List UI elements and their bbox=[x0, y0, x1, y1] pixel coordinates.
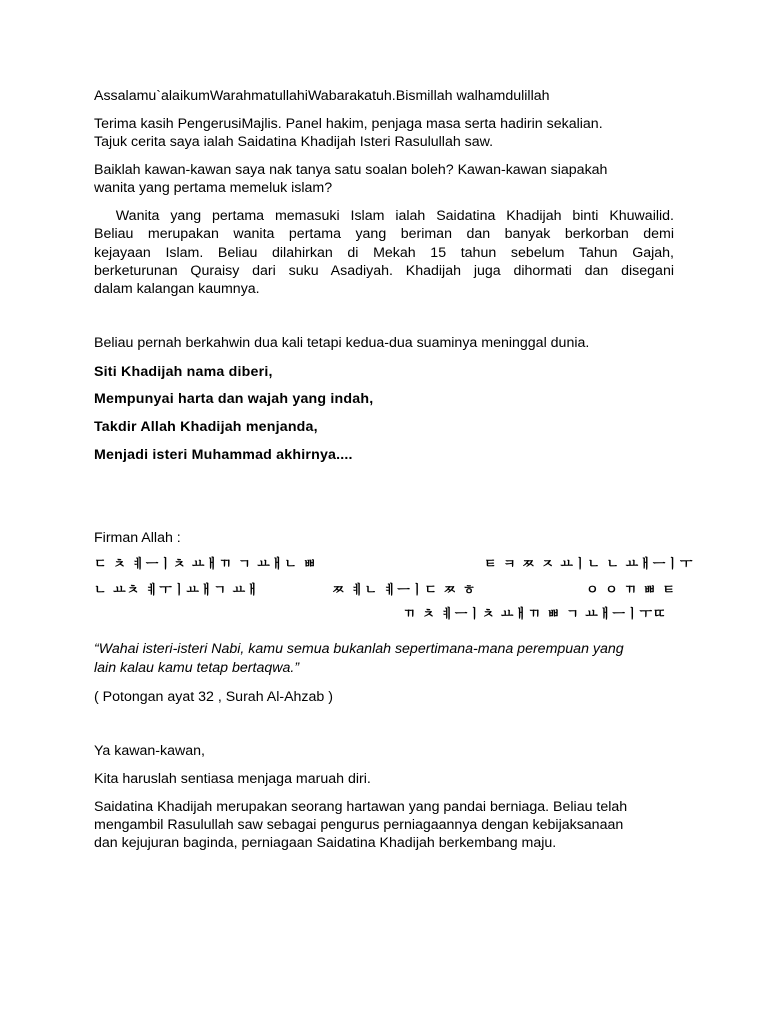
answer-line: dalam kalangan kaumnya. bbox=[94, 281, 260, 298]
question-line: Baiklah kawan-kawan saya nak tanya satu soalan boleh? Kawan-kawan siapakah bbox=[94, 162, 608, 178]
greeting-line: Assalamu`alaikumWarahmatullahiWabarakatuh.Bismillah walhamdulillah bbox=[94, 88, 550, 104]
verse-text: ㄷ ㅊ ㅖㅡㅣㅊ ㅛㅐㄲ ㄱ ㅛㅐㄴ ㅃ bbox=[94, 557, 317, 572]
business-line: mengambil Rasulullah saw sebagai pengurus perniagaannya dengan kebijaksanaan bbox=[94, 817, 624, 833]
intro-line: Tajuk cerita saya ialah Saidatina Khadijah Isteri Rasulullah saw. bbox=[94, 134, 494, 150]
answer-paragraph bbox=[94, 207, 674, 298]
translation-line: lain kalau kamu tetap bertaqwa.” bbox=[94, 660, 300, 676]
verse-text: ㅉ ㅖㄴ ㅖㅡㅣㄷ ㅉ ㅎ bbox=[332, 583, 477, 598]
business-line: Saidatina Khadijah merupakan seorang hartawan yang pandai berniaga. Beliau telah bbox=[94, 799, 628, 815]
dignity-line: Kita haruslah sentiasa menjaga maruah diri. bbox=[94, 771, 371, 787]
answer-line: Beliau merupakan wanita pertama yang beriman dan banyak berkorban demi bbox=[94, 226, 674, 243]
question-line: wanita yang pertama memeluk islam? bbox=[94, 180, 333, 196]
poem-line: Menjadi isteri Muhammad akhirnya.... bbox=[94, 447, 353, 463]
answer-line: Wanita yang pertama memasuki Islam ialah Saidatina Khadijah binti Khuwailid. bbox=[94, 208, 674, 224]
poem-line: Takdir Allah Khadijah menjanda, bbox=[94, 419, 318, 435]
verse-reference: ( Potongan ayat 32 , Surah Al-Ahzab ) bbox=[94, 689, 333, 705]
business-line: dan kejujuran baginda, perniagaan Saidatina Khadijah berkembang maju. bbox=[94, 835, 557, 851]
verse-text: ㅌ ㅋ ㅉ ㅈ ㅛㅣㄴ ㄴ ㅛㅐㅡㅣㅜ bbox=[484, 557, 694, 572]
closing-greeting: Ya kawan-kawan, bbox=[94, 743, 205, 759]
verse-text: ㄲ ㅊ ㅖㅡㅣㅊ ㅛㅐㄲ ㅃ ㄱ ㅛㅐㅡㅣㅜㄸ bbox=[403, 607, 667, 622]
answer-line: kejayaan Islam. Beliau dilahirkan di Mekah 15 tahun sebelum Tahun Gajah, bbox=[94, 244, 674, 261]
intro-line: Terima kasih PengerusiMajlis. Panel hakim, penjaga masa serta hadirin sekalian. bbox=[94, 116, 603, 132]
verse-text: ㅇ ㅇ ㄲ ㅃ ㅌ bbox=[586, 583, 676, 598]
poem-line: Siti Khadijah nama diberi, bbox=[94, 364, 273, 380]
translation-line: “Wahai isteri-isteri Nabi, kamu semua bukanlah sepertimana-mana perempuan yang bbox=[94, 641, 624, 657]
verse-text: ㄴ ㅛㅊ ㅖㅜㅣㅛㅐㄱ ㅛㅐ bbox=[94, 583, 260, 598]
poem-line: Mempunyai harta dan wajah yang indah, bbox=[94, 391, 374, 407]
answer-line: berketurunan Quraisy dari suku Asadiyah. Khadijah juga dihormati dan disegani bbox=[94, 262, 674, 279]
firman-label: Firman Allah : bbox=[94, 530, 181, 546]
marriage-line: Beliau pernah berkahwin dua kali tetapi kedua-dua suaminya meninggal dunia. bbox=[94, 335, 590, 351]
